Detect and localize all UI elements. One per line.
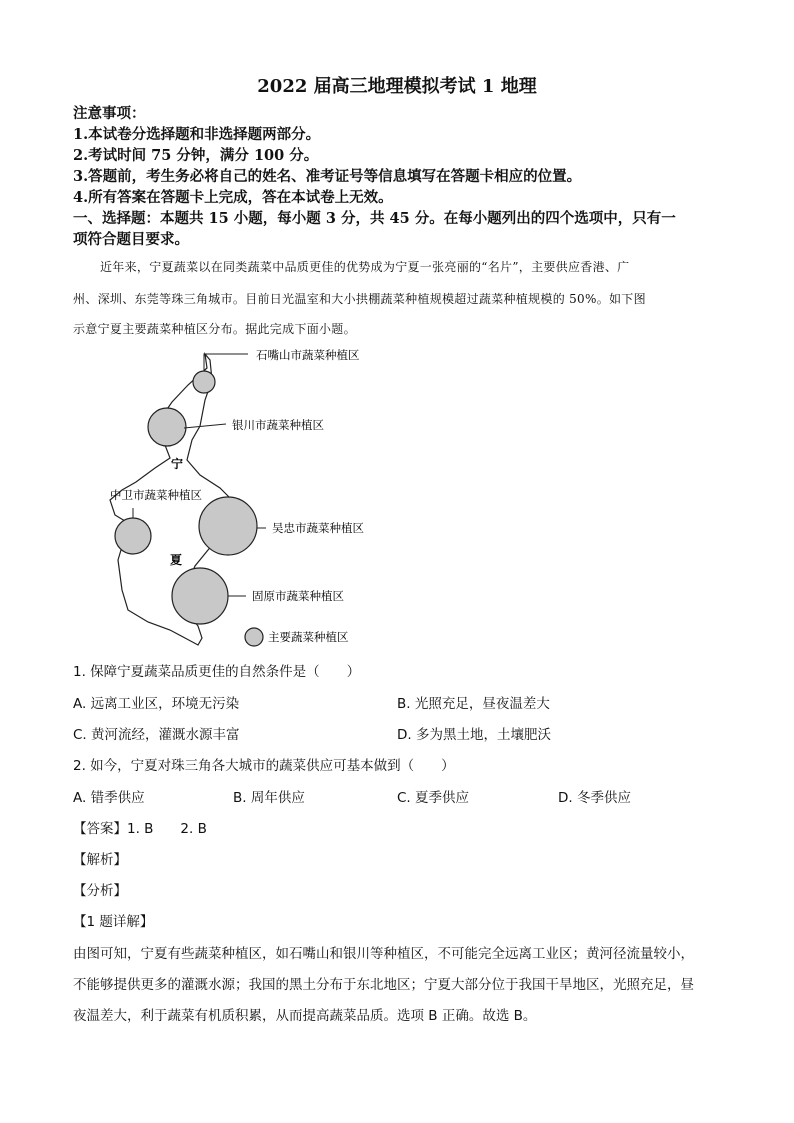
section-instruction-line-1: 一、选择题：本题共 15 小题，每小题 3 分，共 45 分。在每小题列出的四个选项中，只有一 (73, 210, 676, 227)
zhongwei-label: 中卫市蔬菜种植区 (110, 488, 202, 502)
answer-tag: 【答案】 (73, 821, 127, 837)
guyuan-zone-circle (172, 568, 228, 624)
question-2-option-b: B. 周年供应 (233, 790, 305, 806)
question-1-option-d: D. 多为黑土地，土壤肥沃 (397, 727, 551, 743)
analysis-fenxi-tag: 【分析】 (73, 883, 127, 899)
notice-item-4: 4.所有答案在答题卡上完成，答在本试卷上无效。 (73, 189, 393, 206)
notice-item-1: 1.本试卷分选择题和非选择题两部分。 (73, 126, 321, 143)
yinchuan-leader-line (184, 424, 226, 428)
wuzhong-label: 吴忠市蔬菜种植区 (272, 521, 364, 535)
answer-line (73, 817, 207, 837)
question-1-option-a: A. 远离工业区，环境无污染 (73, 696, 240, 712)
wuzhong-zone-circle (199, 497, 257, 555)
notice-heading: 注意事项： (73, 105, 146, 122)
intro-line-1: 近年来，宁夏蔬菜以在同类蔬菜中品质更佳的优势成为宁夏一张亮丽的“名片”，主要供应香港、广 (100, 260, 630, 274)
intro-line-3: 示意宁夏主要蔬菜种植区分布。据此完成下面小题。 (73, 322, 356, 336)
question-2-option-c: C. 夏季供应 (397, 790, 470, 806)
ningxia-vegetable-map (80, 340, 400, 650)
yinchuan-zone-circle (148, 408, 186, 446)
notice-item-2: 2.考试时间 75 分钟，满分 100 分。 (73, 147, 319, 164)
question-2-stem: 2. 如今，宁夏对珠三角各大城市的蔬菜供应可基本做到（ ） (73, 758, 455, 774)
analysis-jiexi-tag: 【解析】 (73, 852, 127, 868)
question-1-stem: 1. 保障宁夏蔬菜品质更佳的自然条件是（ ） (73, 664, 361, 680)
question-2-option-a: A. 错季供应 (73, 790, 145, 806)
yinchuan-label: 银川市蔬菜种植区 (232, 418, 324, 432)
shizuishan-zone-circle (193, 371, 215, 393)
analysis-line-1: 由图可知，宁夏有些蔬菜种植区，如石嘴山和银川等种植区，不可能完全远离工业区；黄河径流量较小， (73, 946, 694, 962)
page-title: 2022 届高三地理模拟考试 1 地理 (257, 76, 537, 97)
ning-character: 宁 (171, 457, 184, 471)
xia-character: 夏 (170, 553, 183, 567)
notice-item-3: 3.答题前，考生务必将自己的姓名、准考证号等信息填写在答题卡相应的位置。 (73, 168, 582, 185)
analysis-line-2: 不能够提供更多的灌溉水源；我国的黑土分布于东北地区；宁夏大部分位于我国干旱地区，光照充足，昼 (73, 977, 694, 993)
question-1-option-c: C. 黄河流经，灌溉水源丰富 (73, 727, 240, 743)
shizuishan-label: 石嘴山市蔬菜种植区 (256, 348, 360, 362)
legend-circle (245, 628, 263, 646)
question-1-option-b: B. 光照充足，昼夜温差大 (397, 696, 550, 712)
legend-label: 主要蔬菜种植区 (268, 630, 349, 644)
answer-text: 1. B 2. B (127, 821, 207, 837)
question-2-option-d: D. 冬季供应 (558, 790, 631, 806)
analysis-detail-heading: 【1 题详解】 (73, 914, 154, 930)
section-instruction-line-2: 项符合题目要求。 (73, 231, 189, 248)
zhongwei-zone-circle (115, 518, 151, 554)
analysis-line-3: 夜温差大，利于蔬菜有机质积累，从而提高蔬菜品质。选项 B 正确。故选 B。 (73, 1008, 537, 1024)
intro-line-2: 州、深圳、东莞等珠三角城市。目前日光温室和大小拱棚蔬菜种植规模超过蔬菜种植规模的 50%。如下图 (73, 292, 646, 306)
guyuan-label: 固原市蔬菜种植区 (252, 589, 344, 603)
